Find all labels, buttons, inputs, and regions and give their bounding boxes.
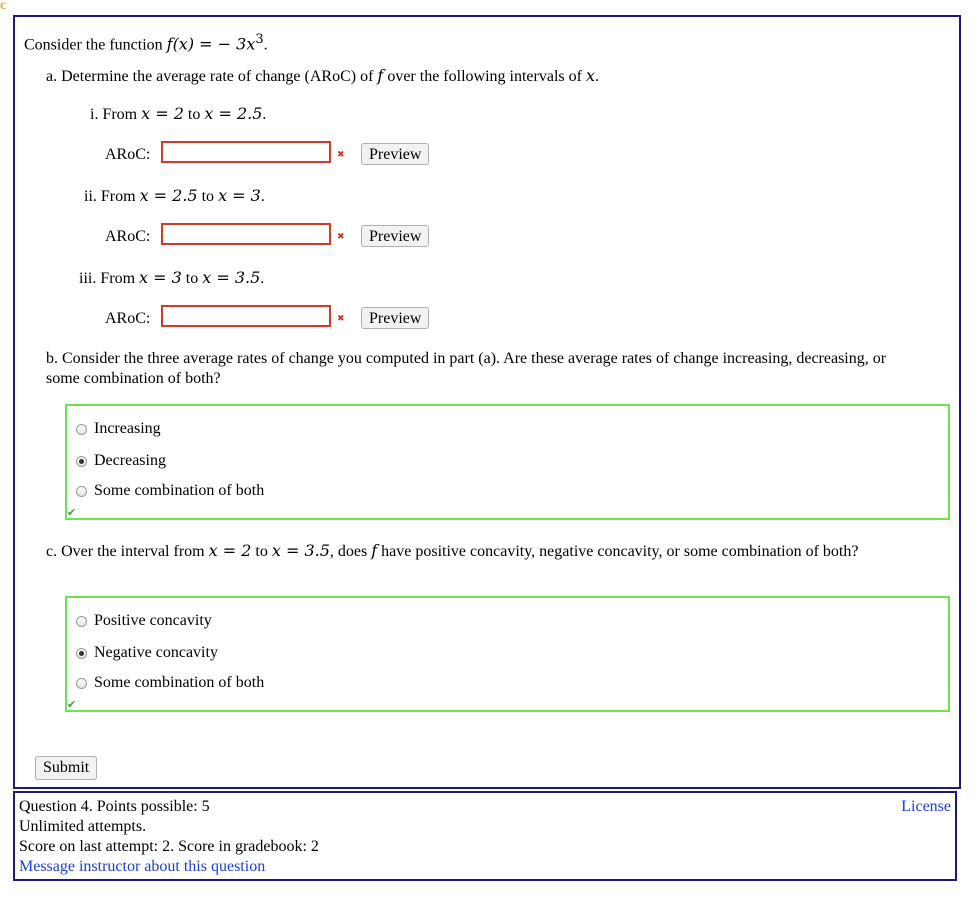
part-b-prompt: b. Consider the three average rates of change you computed in part (a). Are these average rates of change increasing, decreasing, or some combination of both? xyxy=(46,350,887,387)
incorrect-icon: ✖ xyxy=(337,314,345,324)
incorrect-icon: ✖ xyxy=(337,150,345,160)
radio-decreasing[interactable] xyxy=(76,456,87,467)
message-instructor-link[interactable]: Message instructor about this question xyxy=(19,858,266,875)
preview-button-ii[interactable]: Preview xyxy=(361,225,429,247)
radio-increasing[interactable] xyxy=(76,424,87,435)
submit-button[interactable]: Submit xyxy=(35,756,97,780)
question-panel xyxy=(13,15,961,789)
radio-positive-concavity[interactable] xyxy=(76,616,87,627)
part-b-choices xyxy=(65,404,950,520)
preview-button-i[interactable]: Preview xyxy=(361,143,429,165)
license-link[interactable]: License xyxy=(901,798,951,815)
correct-check-icon: ✔ xyxy=(67,698,77,711)
correct-check-icon: ✔ xyxy=(67,506,77,519)
function-expression: f(x) = − 3x xyxy=(166,34,256,54)
option-positive-concavity[interactable]: Positive concavity xyxy=(94,612,212,630)
option-some-combination[interactable]: Some combination of both xyxy=(94,482,264,500)
option-some-combination-c[interactable]: Some combination of both xyxy=(94,674,264,692)
interval-i: i. From x = 2 to x = 2.5. xyxy=(90,104,267,123)
aroc-label-iii: ARoC: xyxy=(105,310,151,327)
question-info-panel xyxy=(13,791,957,881)
score-info: Score on last attempt: 2. Score in gradebook: 2 xyxy=(19,838,319,855)
part-a-prompt: a. Determine the average rate of change (ARoC) of f over the following intervals of x. xyxy=(46,66,599,85)
part-c-prompt: c. Over the interval from x = 2 to x = 3.5, does f have positive concavity, negative concavity, or some combination of both? xyxy=(46,541,859,560)
edge-indicator-icon: c xyxy=(0,0,7,13)
function-exponent: 3 xyxy=(255,32,264,47)
attempts-info: Unlimited attempts. xyxy=(19,818,147,835)
preview-button-iii[interactable]: Preview xyxy=(361,307,429,329)
part-c-choices xyxy=(65,596,950,712)
option-increasing[interactable]: Increasing xyxy=(94,420,161,438)
radio-negative-concavity[interactable] xyxy=(76,648,87,659)
radio-some-combination[interactable] xyxy=(76,486,87,497)
incorrect-icon: ✖ xyxy=(337,232,345,242)
question-intro: Consider the function f(x) = − $3x^3$. xyxy=(24,32,268,54)
option-negative-concavity[interactable]: Negative concavity xyxy=(94,644,218,662)
aroc-label-i: ARoC: xyxy=(105,146,151,163)
option-decreasing[interactable]: Decreasing xyxy=(94,452,166,470)
aroc-input-i[interactable] xyxy=(161,141,331,163)
aroc-input-iii[interactable] xyxy=(161,305,331,327)
interval-ii: ii. From x = 2.5 to x = 3. xyxy=(84,186,265,205)
radio-some-combination-c[interactable] xyxy=(76,678,87,689)
aroc-input-ii[interactable] xyxy=(161,223,331,245)
question-points: Question 4. Points possible: 5 xyxy=(19,798,210,815)
aroc-label-ii: ARoC: xyxy=(105,228,151,245)
interval-iii: iii. From x = 3 to x = 3.5. xyxy=(79,268,265,287)
